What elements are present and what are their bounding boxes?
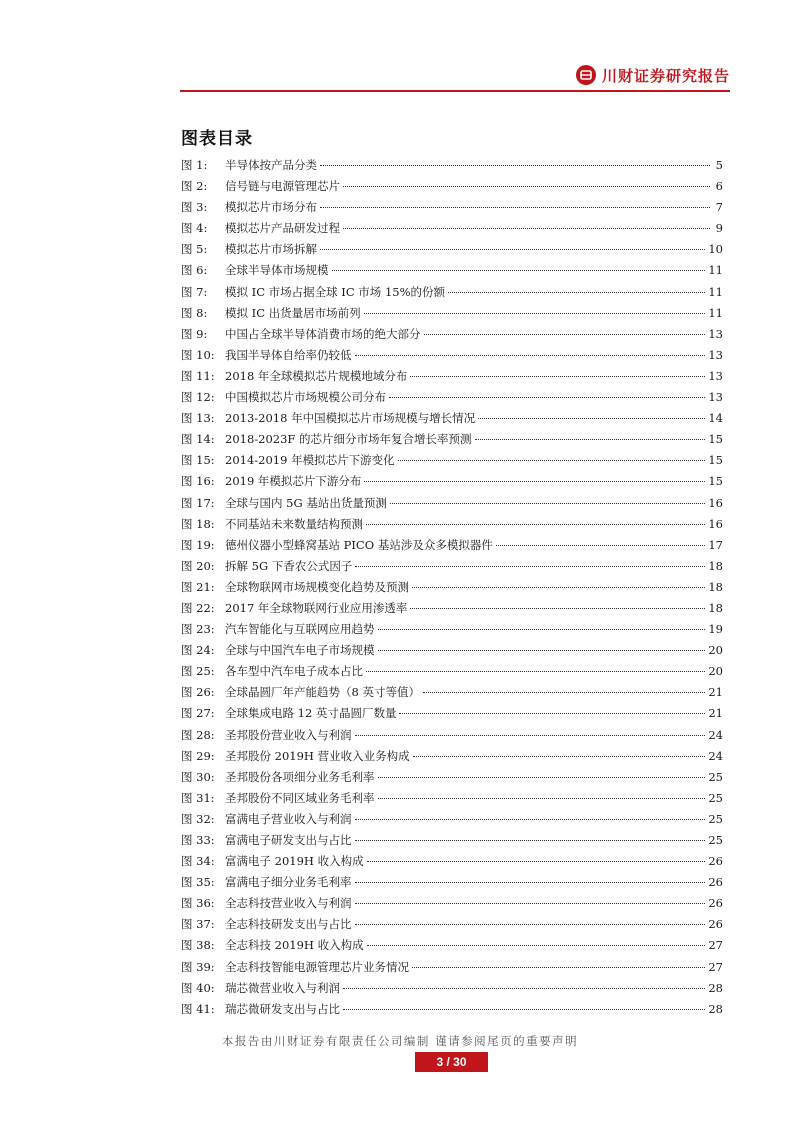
page-number: 11: [708, 263, 723, 278]
figure-title: 2014-2019 年模拟芯片下游变化: [225, 453, 395, 468]
page-number: 15: [708, 432, 723, 447]
page-number: 17: [708, 537, 723, 552]
page-number: 16: [708, 495, 723, 510]
figure-number: 图 7:: [181, 284, 208, 299]
brand-name: 川财证券研究报告: [601, 66, 730, 85]
page-number: 5: [715, 158, 723, 172]
figure-number: 图 4:: [181, 221, 208, 236]
page-number: 20: [708, 643, 723, 658]
dot-leader: [413, 755, 706, 757]
figure-number: 图 35:: [181, 875, 215, 890]
page-number: 13: [708, 390, 723, 405]
toc-entry[interactable]: [181, 408, 723, 429]
dot-leader: [399, 712, 705, 714]
figure-number: 图 26:: [181, 685, 215, 700]
toc-entry[interactable]: [181, 914, 723, 935]
page-number: 13: [708, 347, 723, 362]
toc-entry[interactable]: [181, 155, 723, 176]
figure-number: 图 22:: [181, 600, 215, 615]
page-number: 26: [708, 917, 723, 932]
toc-entry[interactable]: [181, 303, 723, 324]
figure-number: 图 14:: [181, 432, 215, 447]
figure-title: 2013-2018 年中国模拟芯片市场规模与增长情况: [225, 411, 476, 426]
dot-leader: [332, 269, 706, 271]
figure-number: 图 8:: [181, 305, 208, 320]
toc-entry[interactable]: [181, 978, 723, 999]
page-number: 15: [708, 474, 723, 489]
dot-leader: [364, 480, 705, 482]
toc-entry[interactable]: [181, 535, 723, 556]
page-number: 11: [708, 305, 723, 320]
toc-entry[interactable]: [181, 366, 723, 387]
page-number: 25: [708, 769, 723, 784]
figure-number: 图 29:: [181, 748, 215, 763]
figure-title: 信号链与电源管理芯片: [225, 179, 340, 194]
page-number: 13: [708, 368, 723, 383]
figure-number: 图 34:: [181, 854, 215, 869]
figure-title: 圣邦股份营业收入与利润: [225, 727, 352, 742]
figure-title: 全球晶圆厂年产能趋势（8 英寸等值）: [225, 685, 420, 700]
page-number: 25: [708, 833, 723, 847]
figure-number: 图 23:: [181, 622, 215, 637]
toc-list: [181, 155, 723, 1020]
figure-title: 全球半导体市场规模: [225, 263, 329, 278]
dot-leader: [343, 227, 710, 229]
toc-entry[interactable]: [181, 935, 723, 956]
toc-entry[interactable]: [181, 640, 723, 661]
figure-number: 图 21:: [181, 579, 215, 594]
dot-leader: [398, 459, 706, 461]
toc-entry[interactable]: [181, 387, 723, 408]
dot-leader: [366, 670, 705, 672]
toc-entry[interactable]: [181, 471, 723, 492]
page-number: 11: [708, 284, 723, 299]
dot-leader: [343, 987, 705, 989]
page-number: 24: [708, 748, 723, 763]
page-number: 20: [708, 664, 723, 679]
figure-title: 富满电子营业收入与利润: [225, 811, 352, 826]
page-number: 10: [708, 242, 723, 257]
toc-entry[interactable]: [181, 324, 723, 345]
header-divider: [180, 90, 730, 92]
dot-leader: [355, 565, 705, 567]
dot-leader: [367, 944, 706, 946]
toc-entry[interactable]: [181, 682, 723, 703]
figure-title: 中国模拟芯片市场规模公司分布: [225, 390, 386, 405]
figure-number: 图 11:: [181, 368, 215, 383]
toc-entry[interactable]: [181, 218, 723, 239]
page-number: 21: [708, 706, 723, 721]
figure-number: 图 18:: [181, 516, 215, 531]
footer-disclaimer: 本报告由川财证券有限责任公司编制 谨请参阅尾页的重要声明: [221, 1034, 579, 1048]
toc-entry[interactable]: [181, 514, 723, 535]
page-number: 26: [708, 854, 723, 869]
dot-leader: [320, 248, 705, 250]
figure-title: 全志科技智能电源管理芯片业务情况: [225, 959, 409, 974]
toc-entry[interactable]: [181, 429, 723, 450]
dot-leader: [448, 291, 705, 293]
figure-number: 图 20:: [181, 558, 215, 573]
dot-leader: [378, 628, 706, 630]
header-brand: [576, 64, 730, 86]
toc-entry[interactable]: [181, 345, 723, 366]
toc-title: 图表目录: [181, 129, 253, 149]
figure-number: 图 2:: [181, 179, 208, 194]
figure-number: 图 19:: [181, 537, 215, 552]
figure-title: 半导体按产品分类: [225, 158, 317, 172]
toc-entry[interactable]: [181, 703, 723, 724]
page-number: 27: [708, 938, 723, 953]
toc-entry[interactable]: [181, 851, 723, 872]
toc-entry[interactable]: [181, 872, 723, 893]
dot-leader: [355, 818, 706, 820]
toc-entry[interactable]: [181, 746, 723, 767]
figure-title: 2019 年模拟芯片下游分布: [225, 474, 362, 489]
figure-title: 我国半导体自给率仍较低: [225, 347, 352, 362]
dot-leader: [355, 839, 706, 841]
dot-leader: [364, 312, 706, 314]
toc-entry[interactable]: [181, 450, 723, 471]
dot-leader: [355, 881, 706, 883]
figure-number: 图 3:: [181, 200, 208, 215]
page-number: 6: [715, 179, 723, 194]
page-number: 26: [708, 875, 723, 890]
figure-title: 全球物联网市场规模变化趋势及预测: [225, 579, 409, 594]
dot-leader: [410, 607, 705, 609]
toc-entry[interactable]: [181, 260, 723, 281]
page-number: 9: [715, 221, 723, 236]
dot-leader: [343, 1008, 705, 1010]
figure-title: 模拟 IC 出货量居市场前列: [225, 305, 361, 320]
figure-number: 图 37:: [181, 917, 215, 932]
figure-number: 图 41:: [181, 1001, 215, 1016]
figure-number: 图 12:: [181, 390, 215, 405]
dot-leader: [355, 354, 706, 356]
page-number: 15: [708, 453, 723, 468]
page-number: 21: [708, 685, 723, 700]
toc-entry[interactable]: [181, 661, 723, 682]
figure-number: 图 39:: [181, 959, 215, 974]
page-number: 18: [708, 579, 723, 594]
figure-title: 汽车智能化与互联网应用趋势: [225, 622, 375, 637]
dot-leader: [320, 164, 710, 166]
toc-entry[interactable]: [181, 999, 723, 1020]
figure-title: 模拟芯片产品研发过程: [225, 221, 340, 236]
page-number: 18: [708, 558, 723, 573]
dot-leader: [367, 860, 706, 862]
page-number: 25: [708, 811, 723, 826]
toc-entry[interactable]: [181, 767, 723, 788]
toc-entry[interactable]: [181, 830, 723, 851]
page-number: 24: [708, 727, 723, 742]
toc-entry[interactable]: [181, 619, 723, 640]
toc-entry[interactable]: [181, 556, 723, 577]
dot-leader: [343, 185, 710, 187]
dot-leader: [412, 586, 705, 588]
dot-leader: [320, 206, 710, 208]
figure-number: 图 30:: [181, 769, 215, 784]
figure-number: 图 25:: [181, 664, 215, 679]
dot-leader: [389, 396, 705, 398]
figure-number: 图 13:: [181, 411, 215, 426]
figure-number: 图 36:: [181, 896, 215, 911]
figure-title: 圣邦股份各项细分业务毛利率: [225, 769, 375, 784]
toc-entry[interactable]: [181, 725, 723, 746]
figure-title: 全志科技研发支出与占比: [225, 917, 352, 932]
figure-number: 图 10:: [181, 347, 215, 362]
toc-entry[interactable]: [181, 957, 723, 978]
figure-number: 图 27:: [181, 706, 215, 721]
figure-number: 图 31:: [181, 790, 215, 805]
toc-entry[interactable]: [181, 598, 723, 619]
figure-title: 圣邦股份 2019H 营业收入业务构成: [225, 748, 410, 763]
toc-entry[interactable]: [181, 893, 723, 914]
page-number: 7: [715, 200, 723, 215]
dot-leader: [378, 797, 706, 799]
figure-title: 不同基站未来数量结构预测: [225, 516, 363, 531]
figure-number: 图 40:: [181, 980, 215, 995]
figure-title: 模拟芯片市场拆解: [225, 242, 317, 257]
dot-leader: [355, 902, 706, 904]
company-logo-icon: [576, 65, 596, 85]
dot-leader: [390, 502, 706, 504]
figure-title: 全志科技营业收入与利润: [225, 896, 352, 911]
dot-leader: [378, 776, 706, 778]
dot-leader: [423, 691, 705, 693]
figure-title: 2018 年全球模拟芯片规模地域分布: [225, 368, 408, 383]
figure-title: 各车型中汽车电子成本占比: [225, 664, 363, 679]
dot-leader: [410, 375, 705, 377]
page-number: 28: [708, 1001, 723, 1016]
dot-leader: [424, 333, 706, 335]
toc-entry[interactable]: [181, 809, 723, 830]
figure-title: 瑞芯微研发支出与占比: [225, 1001, 340, 1016]
figure-title: 模拟 IC 市场占据全球 IC 市场 15%的份额: [225, 284, 446, 299]
page-number: 26: [708, 896, 723, 911]
page-number: 16: [708, 516, 723, 531]
dot-leader: [496, 544, 706, 546]
dot-leader: [355, 734, 706, 736]
dot-leader: [355, 923, 706, 925]
figure-number: 图 5:: [181, 242, 208, 257]
figure-title: 模拟芯片市场分布: [225, 200, 317, 215]
page-number: 27: [708, 959, 723, 974]
figure-title: 2017 年全球物联网行业应用渗透率: [225, 600, 408, 615]
figure-number: 图 38:: [181, 938, 215, 953]
figure-number: 图 9:: [181, 326, 208, 341]
toc-entry[interactable]: [181, 239, 723, 260]
toc-entry[interactable]: [181, 197, 723, 218]
page-number: 19: [708, 622, 723, 637]
figure-number: 图 6:: [181, 263, 208, 278]
dot-leader: [366, 523, 705, 525]
figure-title: 2018-2023F 的芯片细分市场年复合增长率预测: [225, 432, 472, 447]
dot-leader: [475, 438, 706, 440]
dot-leader: [412, 966, 705, 968]
dot-leader: [378, 649, 706, 651]
figure-number: 图 33:: [181, 833, 215, 847]
figure-title: 全球与国内 5G 基站出货量预测: [225, 495, 387, 510]
figure-title: 富满电子 2019H 收入构成: [225, 854, 364, 869]
figure-number: 图 16:: [181, 474, 215, 489]
figure-title: 拆解 5G 下香农公式因子: [225, 558, 353, 573]
toc-entry[interactable]: [181, 788, 723, 809]
figure-title: 中国占全球半导体消费市场的绝大部分: [225, 326, 421, 341]
toc-entry[interactable]: [181, 282, 723, 303]
figure-title: 德州仪器小型蜂窝基站 PICO 基站涉及众多模拟器件: [225, 537, 493, 552]
page-number: 18: [708, 600, 723, 615]
toc-entry[interactable]: [181, 176, 723, 197]
figure-number: 图 28:: [181, 727, 215, 742]
figure-title: 全球集成电路 12 英寸晶圆厂数量: [225, 706, 397, 721]
figure-title: 圣邦股份不同区域业务毛利率: [225, 790, 375, 805]
toc-entry[interactable]: [181, 493, 723, 514]
figure-title: 富满电子细分业务毛利率: [225, 875, 352, 890]
figure-number: 图 17:: [181, 495, 215, 510]
toc-entry[interactable]: [181, 577, 723, 598]
figure-title: 全志科技 2019H 收入构成: [225, 938, 364, 953]
figure-title: 全球与中国汽车电子市场规模: [225, 643, 375, 658]
figure-title: 富满电子研发支出与占比: [225, 833, 352, 847]
figure-number: 图 32:: [181, 811, 215, 826]
page-number: 13: [708, 326, 723, 341]
page-indicator: 3 / 30: [415, 1052, 488, 1072]
figure-number: 图 1:: [181, 158, 208, 172]
page-number: 25: [708, 790, 723, 805]
figure-number: 图 24:: [181, 643, 215, 658]
page-number: 28: [708, 980, 723, 995]
dot-leader: [478, 417, 705, 419]
figure-number: 图 15:: [181, 453, 215, 468]
page-number: 14: [708, 411, 723, 426]
figure-title: 瑞芯微营业收入与利润: [225, 980, 340, 995]
